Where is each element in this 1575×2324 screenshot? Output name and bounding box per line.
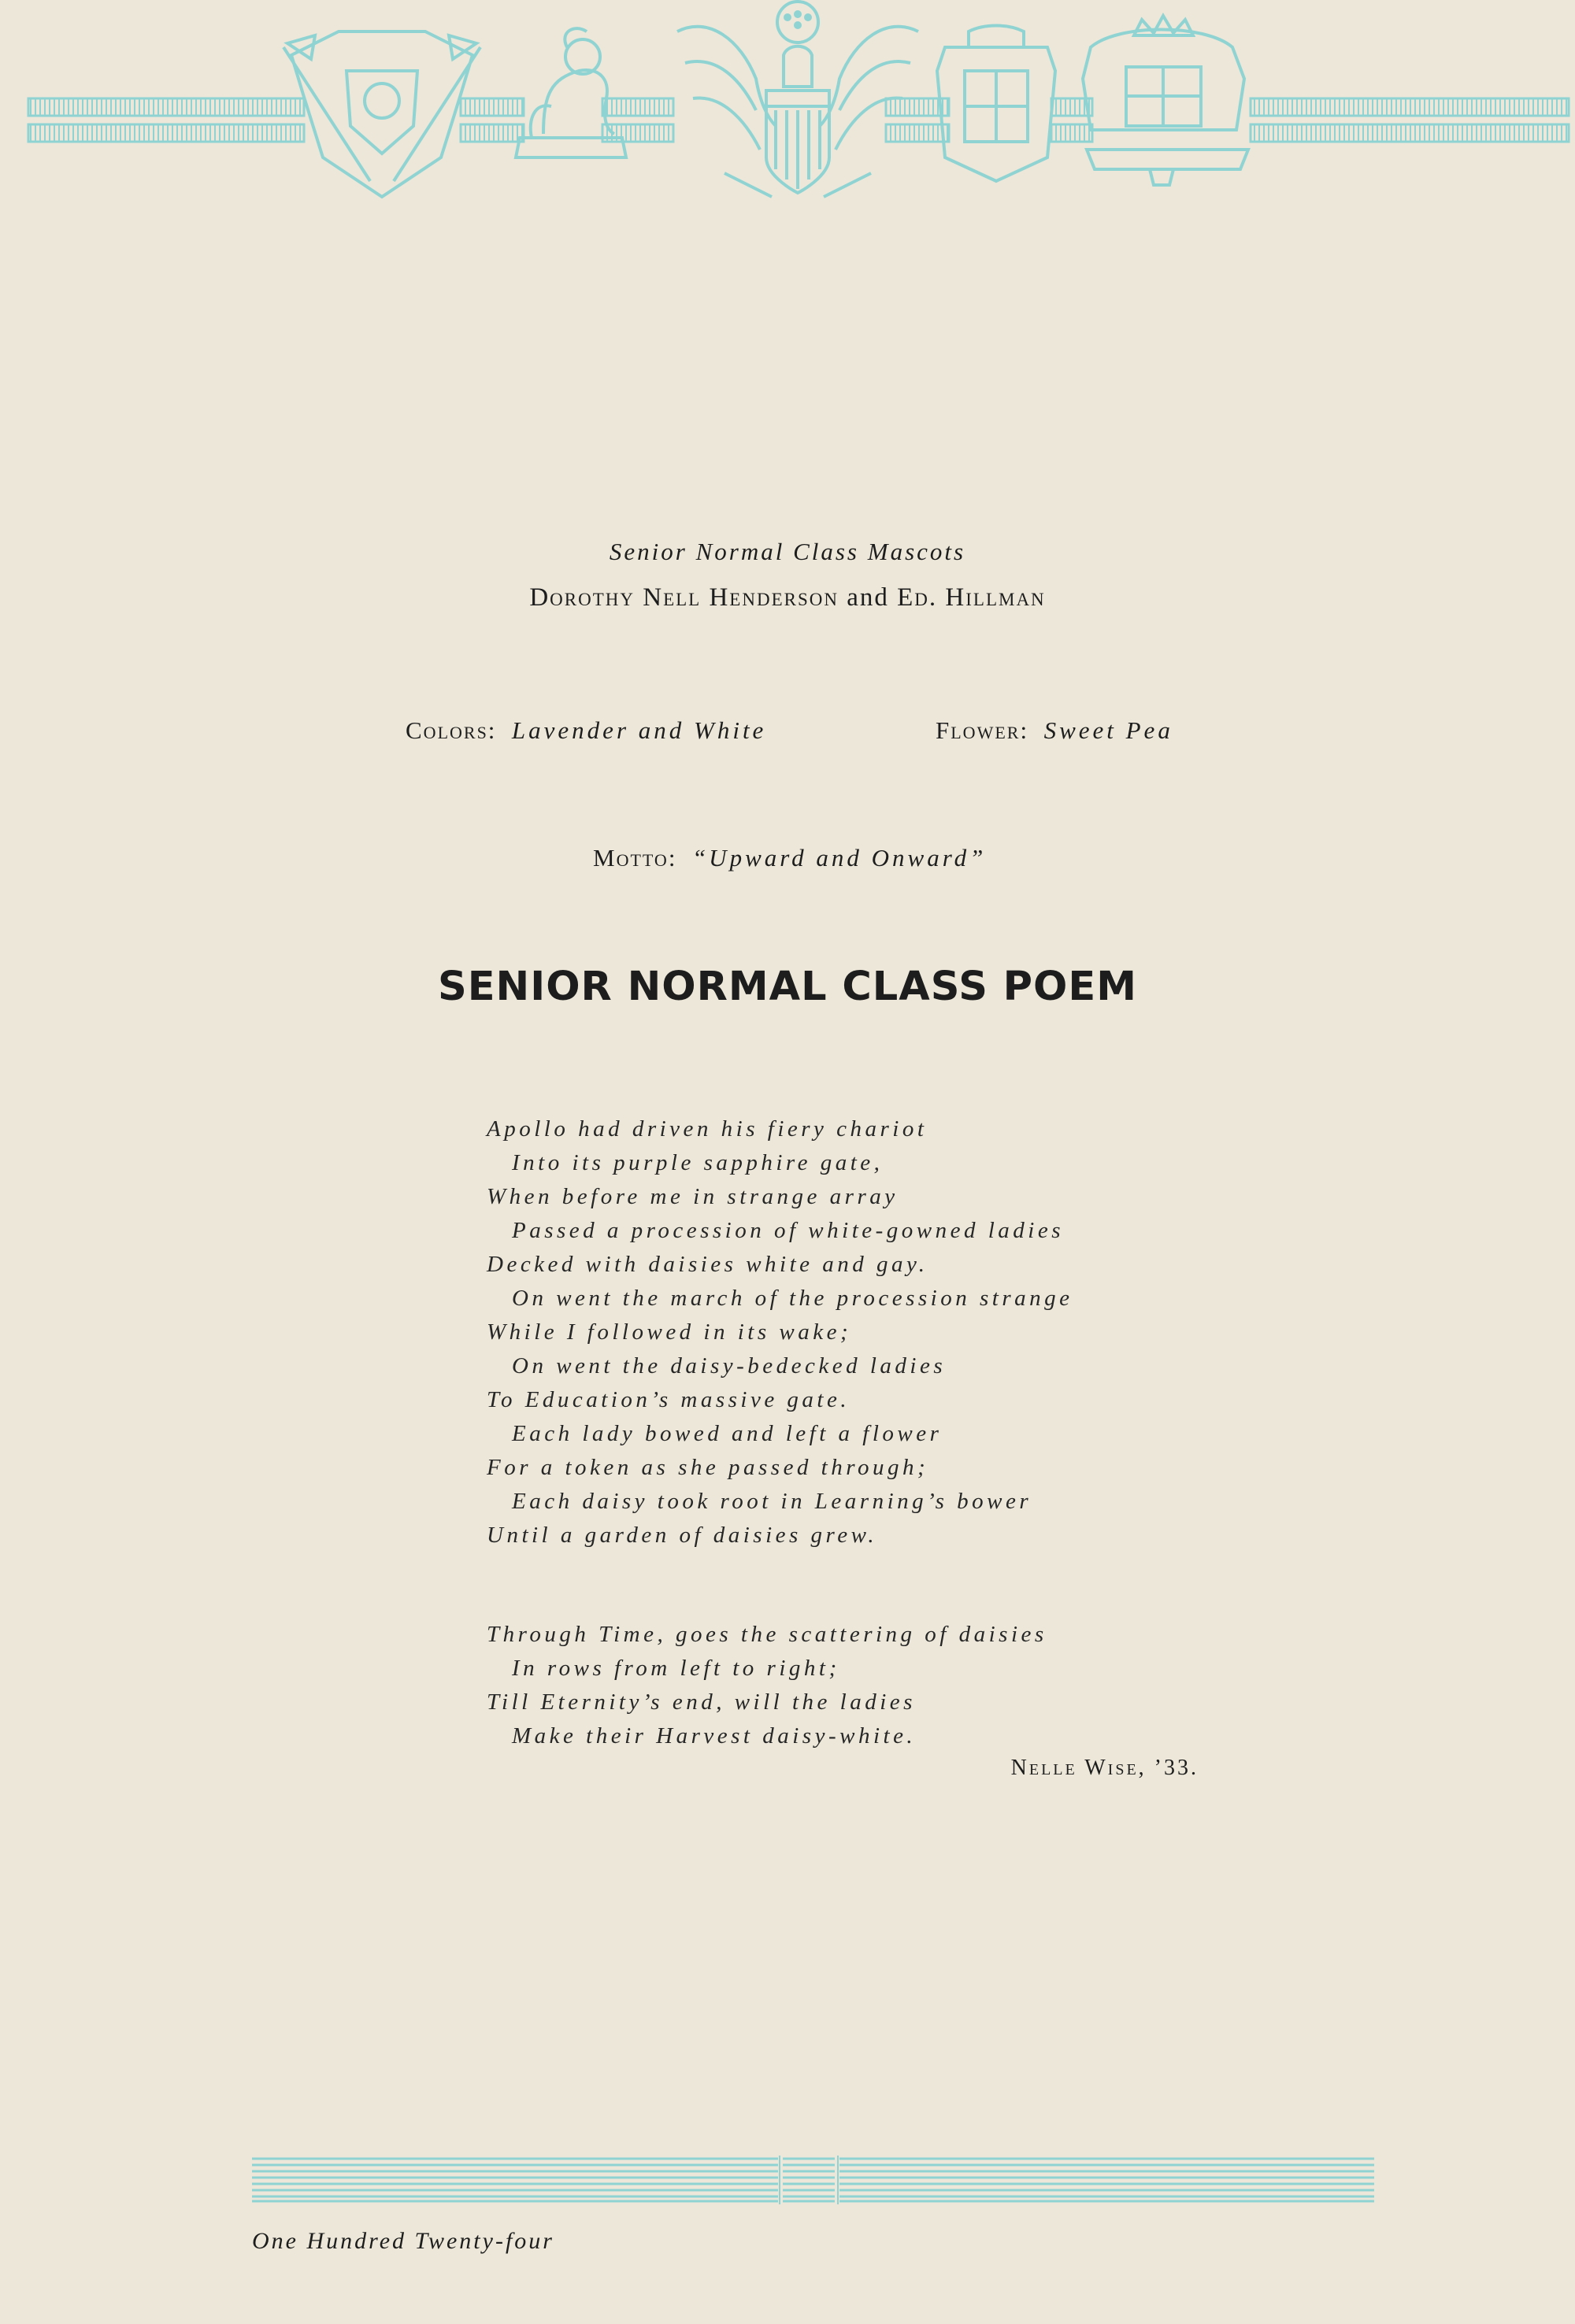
eagle-crest-icon <box>677 2 918 197</box>
poem-line: Until a garden of daisies grew. <box>487 1523 878 1548</box>
left-border-bars <box>28 98 304 142</box>
poem-line: On went the march of the procession strange <box>512 1286 1073 1311</box>
class-motto <box>593 844 986 872</box>
top-ornamental-border <box>0 0 1575 213</box>
poem-line: Apollo had driven his fiery chariot <box>487 1116 928 1142</box>
class-flower <box>936 716 1173 745</box>
poem-author: Nelle Wise, ’33. <box>1010 1756 1199 1780</box>
lion-crest-icon <box>516 28 626 157</box>
poem-line: Till Eternity’s end, will the ladies <box>487 1689 916 1715</box>
poem-line: In rows from left to right; <box>512 1656 840 1681</box>
poem-line: Through Time, goes the scattering of daisies <box>487 1622 1047 1647</box>
poem-line: When before me in strange array <box>487 1184 899 1209</box>
poem-line: On went the daisy-bedecked ladies <box>512 1353 947 1378</box>
crowned-crest-icon <box>1083 16 1248 185</box>
bottom-ornamental-border <box>252 2156 1374 2204</box>
flower-label: Flower: <box>936 716 1029 744</box>
flower-value: Sweet Pea <box>1043 716 1173 744</box>
motto-label: Motto: <box>593 844 677 872</box>
mascot-name-1: Dorothy Nell Henderson <box>529 583 839 612</box>
class-colors <box>406 716 766 745</box>
poem-line: While I followed in its wake; <box>487 1319 852 1345</box>
poem-line: Into its purple sapphire gate, <box>512 1150 884 1175</box>
poem-line: Decked with daisies white and gay. <box>487 1252 928 1277</box>
poem-title: SENIOR NORMAL CLASS POEM <box>437 964 1138 1010</box>
poem-line: Make their Harvest daisy-white. <box>512 1723 917 1749</box>
motto-value: “Upward and Onward” <box>691 844 987 872</box>
mascots-heading: Senior Normal Class Mascots <box>609 538 966 565</box>
page-number: One Hundred Twenty-four <box>252 2228 554 2254</box>
mascot-name-2: Ed. Hillman <box>897 583 1046 612</box>
poem-line: Each lady bowed and left a flower <box>512 1421 943 1446</box>
colors-value: Lavender and White <box>511 716 767 744</box>
right-border-bars <box>1251 98 1569 142</box>
mascot-names <box>0 583 1575 612</box>
poem-line: To Education’s massive gate. <box>487 1387 850 1412</box>
shield-crest-icon <box>284 31 480 197</box>
poem-line: For a token as she passed through; <box>487 1455 929 1480</box>
colors-label: Colors: <box>406 716 497 744</box>
poem-line: Passed a procession of white-gowned ladies <box>512 1218 1065 1243</box>
poem-line: Each daisy took root in Learning’s bower <box>512 1489 1032 1514</box>
castle-crest-icon <box>937 26 1055 182</box>
mascot-connector: and <box>847 583 889 612</box>
